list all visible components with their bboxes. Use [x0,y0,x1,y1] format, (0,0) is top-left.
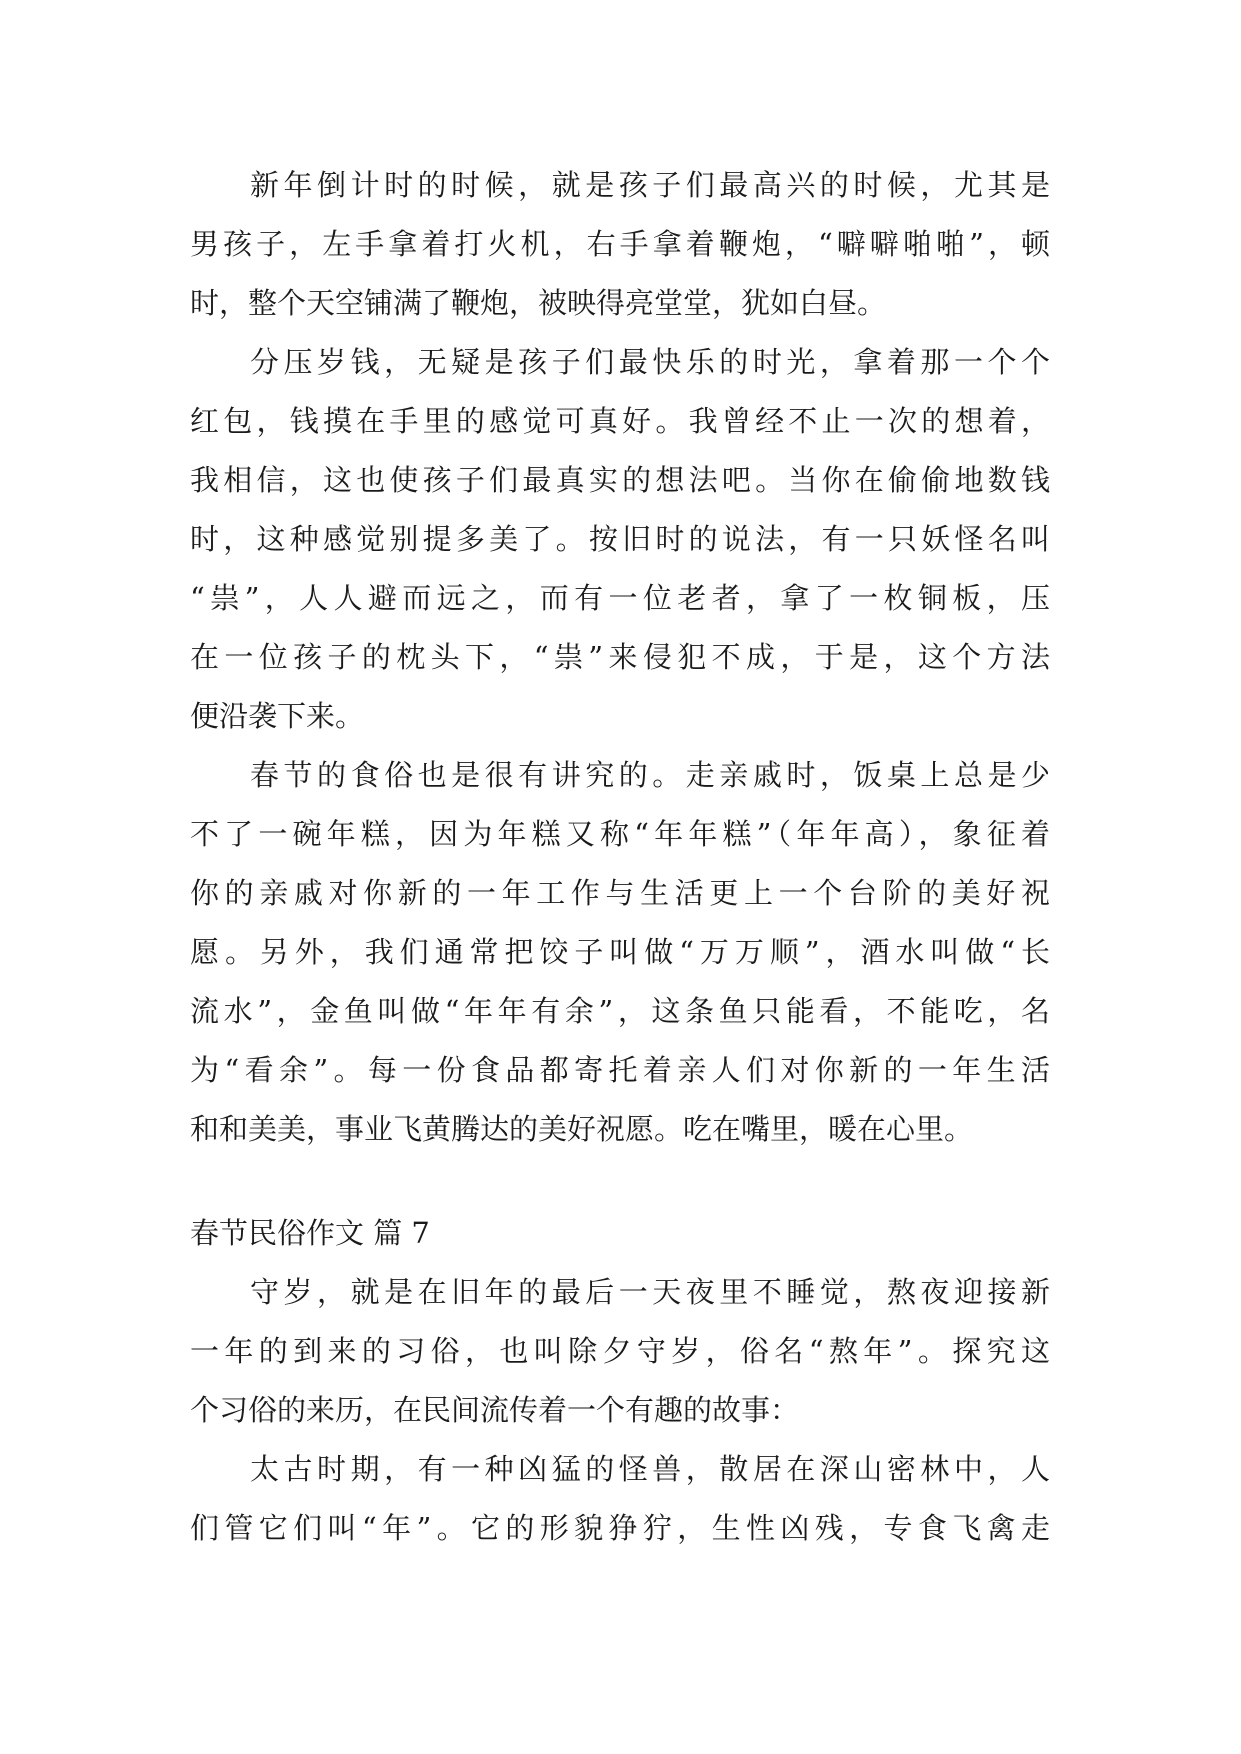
paragraph-line: 你的亲戚对你新的一年工作与生活更上一个台阶的美好祝 [190,876,1050,910]
paragraph-line: 便沿袭下来。 [190,699,365,733]
paragraph-line: 时，整个天空铺满了鞭炮，被映得亮堂堂，犹如白昼。 [190,286,887,320]
paragraph-line: 愿。另外，我们通常把饺子叫做“万万顺”，酒水叫做“长 [190,935,1050,969]
section-heading: 春节民俗作文 篇 7 [190,1216,430,1250]
paragraph-line: 男孩子，左手拿着打火机，右手拿着鞭炮，“噼噼啪啪”，顿 [190,227,1050,261]
paragraph-line: 为“看余”。每一份食品都寄托着亲人们对你新的一年生活 [190,1053,1050,1087]
paragraph-line: 新年倒计时的时候，就是孩子们最高兴的时候，尤其是 [250,168,1050,202]
paragraph-line: 春节的食俗也是很有讲究的。走亲戚时，饭桌上总是少 [250,758,1050,792]
paragraph-line: 在一位孩子的枕头下，“祟”来侵犯不成，于是，这个方法 [190,640,1050,674]
paragraph-line: 流水”，金鱼叫做“年年有余”，这条鱼只能看，不能吃，名 [190,994,1050,1028]
paragraph-line: 和和美美，事业飞黄腾达的美好祝愿。吃在嘴里，暖在心里。 [190,1112,974,1146]
paragraph-line: 红包，钱摸在手里的感觉可真好。我曾经不止一次的想着， [190,404,1050,438]
paragraph-line: 我相信，这也使孩子们最真实的想法吧。当你在偷偷地数钱 [190,463,1050,497]
paragraph-line: 分压岁钱，无疑是孩子们最快乐的时光，拿着那一个个 [250,345,1050,379]
paragraph-line: 守岁，就是在旧年的最后一天夜里不睡觉，熬夜迎接新 [250,1275,1050,1309]
paragraph-line: 个习俗的来历，在民间流传着一个有趣的故事： [190,1393,800,1427]
paragraph-line: 时，这种感觉别提多美了。按旧时的说法，有一只妖怪名叫 [190,522,1050,556]
paragraph-line: “祟”，人人避而远之，而有一位老者，拿了一枚铜板，压 [190,581,1050,615]
paragraph-line: 太古时期，有一种凶猛的怪兽，散居在深山密林中，人 [250,1452,1050,1486]
paragraph-line: 不了一碗年糕，因为年糕又称“年年糕”（年年高），象征着 [190,817,1050,851]
paragraph-line: 们管它们叫“年”。它的形貌狰狞，生性凶残，专食飞禽走 [190,1511,1050,1545]
paragraph-line: 一年的到来的习俗，也叫除夕守岁，俗名“熬年”。探究这 [190,1334,1050,1368]
